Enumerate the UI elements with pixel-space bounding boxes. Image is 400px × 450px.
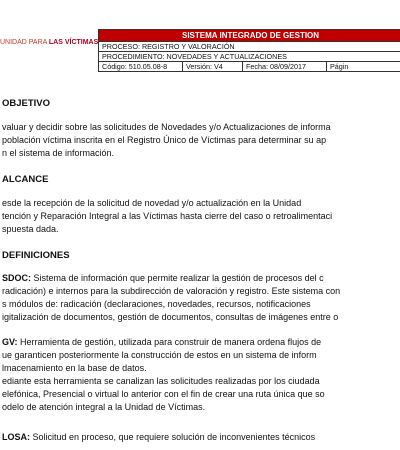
sgv-line: lmacenamiento en la base de datos. <box>2 363 147 373</box>
alcance-heading: ALCANCE <box>2 174 49 185</box>
system-title: SISTEMA INTEGRADO DE GESTION <box>99 30 400 42</box>
sgv-line: odelo de atención integral a la Unidad de Víctimas. <box>2 402 206 412</box>
fecha-cell: Fecha: 08/09/2017 <box>243 62 327 72</box>
sgv-line: ediante esta herramienta se canalizan las solicitudes realizadas por los ciudada <box>2 376 320 386</box>
procedimiento-cell: PROCEDIMIENTO: NOVEDADES Y ACTUALIZACIONES <box>99 52 400 62</box>
alcance-line: spuesta dada. <box>2 224 59 234</box>
sgv-line: elefónica, Presencial o virtual lo anterior con el fin de crear una ruta única que so <box>2 389 325 399</box>
logo <box>0 39 99 46</box>
header-table <box>98 29 400 72</box>
sgdoc-line <box>2 273 324 284</box>
sgdoc-term: SDOC: <box>2 273 31 283</box>
codigo-cell: Código: 510.05.08-8 <box>99 62 183 72</box>
sgv-term: GV: <box>2 337 18 347</box>
objetivo-heading: OBJETIVO <box>2 98 51 109</box>
glosa-line <box>2 432 315 443</box>
definiciones-heading: DEFINICIONES <box>2 250 70 261</box>
sgv-text: Herramienta de gestión, utilizada para construir de manera ordena flujos de <box>17 337 322 347</box>
alcance-line: tención y Reparación Integral a las Víctimas hasta cierre del caso o retroalimentaci <box>2 211 333 221</box>
objetivo-line: n el sistema de información. <box>2 148 115 158</box>
alcance-line: esde la recepción de la solicitud de novedad y/o actualización en la Unidad <box>2 198 302 208</box>
proceso-cell: PROCESO: REGISTRO Y VALORACIÓN <box>99 42 400 52</box>
sgv-line: ue garanticen posteriormente la construcción de estos en un sistema de inform <box>2 350 317 360</box>
glosa-term: LOSA: <box>2 432 30 442</box>
logo-prefix: UNIDAD PARA <box>0 39 49 46</box>
sgdoc-line: s módulos de: radicación (declaraciones, novedades, recursos, notificaciones <box>2 299 311 309</box>
sgdoc-line: radicación) e internos para la subdirección de valoración y registro. Este sistema con <box>2 286 341 296</box>
logo-bold: LAS VÍCTIMAS <box>48 39 99 46</box>
sgdoc-text: Sistema de información que permite realizar la gestión de procesos del c <box>31 273 324 283</box>
sgdoc-line: igitalización de documentos, gestión de documentos, consultas de imágenes entre o <box>2 312 339 322</box>
version-cell: Versión: V4 <box>183 62 243 72</box>
document-header <box>0 27 400 74</box>
objetivo-line: población víctima inscrita en el Registro Único de Víctimas para determinar su ap <box>2 135 327 145</box>
objetivo-line: valuar y decidir sobre las solicitudes de Novedades y/o Actualizaciones de informa <box>2 122 331 132</box>
sgv-line <box>2 337 321 348</box>
pagina-cell: Págin <box>327 62 400 72</box>
glosa-text: Solicitud en proceso, que requiere solución de inconvenientes técnicos <box>30 432 316 442</box>
